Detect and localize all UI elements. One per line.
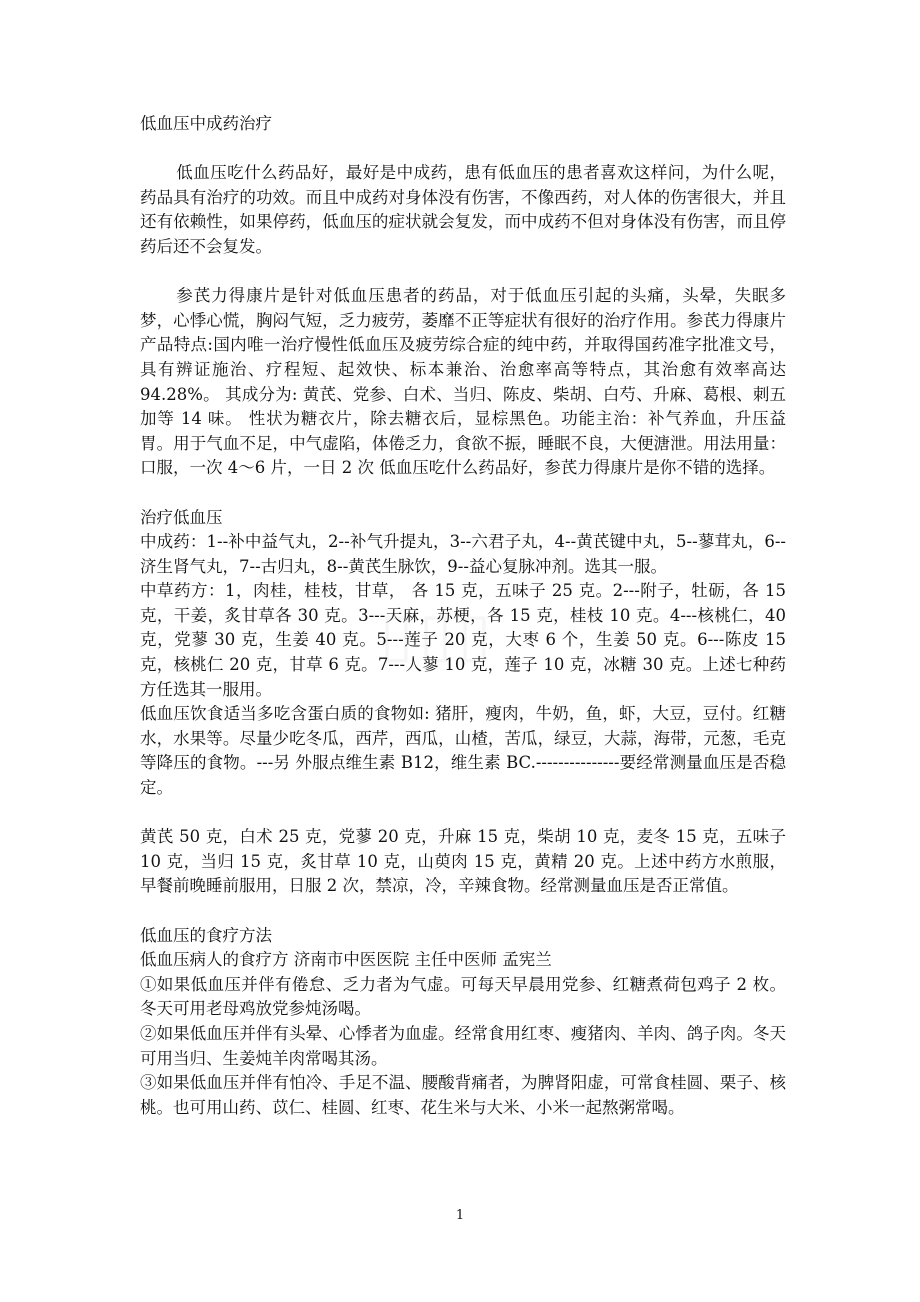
food-item-1: ①如果低血压并伴有倦怠、乏力者为气虚。可每天早晨用党参、红糖煮荷包鸡子 2 枚。冬天可用老母鸡放党参炖汤喝。 — [140, 974, 786, 1019]
spacer — [140, 801, 786, 826]
page-number: 1 — [455, 1208, 465, 1223]
spacer — [140, 137, 786, 162]
document-body — [140, 112, 786, 1120]
food-therapy-subheading: 低血压病人的食疗方 济南市中医医院 主任中医师 孟宪兰 — [140, 950, 552, 970]
patent-medicine-paragraph: 中成药：1--补中益气丸，2--补气升提丸，3--六君子丸，4--黄芪键中丸，5--蓼茸丸，6--济生肾气丸，7--古归丸，8--黄芪生脉饮，9--益心复脉冲剂。选其一服。 — [140, 532, 786, 576]
spacer — [140, 260, 786, 285]
food-therapy-heading: 低血压的食疗方法 — [140, 925, 272, 945]
intro-paragraph: 低血压吃什么药品好，最好是中成药，患有低血压的患者喜欢这样问，为什么呢，药品具有治疗的功效。而且中成药对身体没有伤害，不像西药，对人体的伤害很大，并且还有依赖性，如果停药，低血压的症状就会复发，而中成药不但对身体没有伤害，而且停药后还不会复发。 — [140, 163, 786, 256]
food-item-2: ②如果低血压并伴有头晕、心悸者为血虚。经常食用红枣、瘦猪肉、羊肉、鸽子肉。冬天可用当归、生姜炖羊肉常喝其汤。 — [140, 1023, 786, 1068]
spacer — [140, 481, 786, 506]
recipe-paragraph: 黄芪 50 克，白术 25 克，党蓼 20 克，升麻 15 克，柴胡 10 克，麦冬 15 克，五味子 10 克，当归 15 克，炙甘草 10 克，山萸肉 15 克，黄精 20 克。上述中药方水煎服，早餐前晚睡前服用，日服 2 次，禁凉，冷，辛辣食物。经常测量血压是否正常值。 — [140, 827, 786, 896]
food-item-3: ③如果低血压并伴有怕冷、手足不温、腰酸背痛者，为脾肾阳虚，可常食桂圆、栗子、核桃。也可用山药、苡仁、桂圆、红枣、花生米与大米、小米一起熬粥常喝。 — [140, 1073, 786, 1117]
document-title: 低血压中成药治疗 — [140, 114, 272, 133]
herbal-prescription-paragraph: 中草药方：1，肉桂，桂枝，甘草， 各 15 克，五味子 25 克。2---附子，牡砺，各 15 克，干姜，炙甘草各 30 克。3---天麻，苏梗，各 15 克，桂枝 10 克。4---核桃仁，40 克，党蓼 30 克，生姜 40 克。5---莲子 20 克，大枣 6 个，生姜 50 克。6---陈皮 15 克，核桃仁 20 克，甘草 6 克。7---人蓼 10 克，莲子 10 克，冰糖 30 克。上述七种药方任选其一服用。 — [140, 581, 786, 699]
shenqi-paragraph: 参芪力得康片是针对低血压患者的药品，对于低血压引起的头痛，头晕，失眠多梦，心悸心慌，胸闷气短，乏力疲劳，萎靡不正等症状有很好的治疗作用。参芪力得康片产品特点:国内唯一治疗慢性低血压及疲劳综合症的纯中药，并取得国药准字批准文号，具有辨证施治、疗程短、起效快、标本兼治、治愈率高等特点，其治愈有效率高达 94.28%。 其成分为: 黄芪、党参、白术、当归、陈皮、柴胡、白芍、升麻、葛根、刺五加等 14 味。 性状为糖衣片，除去糖衣后，显棕黑色。功能主治：补气养血，升压益胃。用于气血不足，中气虚陷，体倦乏力，食欲不振，睡眠不良，大便溏泄。用法用量：口服，一次 4～6 片，一日 2 次 低血压吃什么药品好，参芪力得康片是你不错的选择。 — [140, 286, 786, 478]
diet-paragraph: 低血压饮食适当多吃含蛋白质的食物如: 猪肝，瘦肉，牛奶，鱼，虾，大豆，豆付。红糖水，水果等。尽量少吃冬瓜，西芹，西瓜，山楂，苦瓜，绿豆，大蒜，海带，元葱，毛克等降压的食物。---另 外服点维生素 B12，维生素 BC.---------------要经常测量血压是否稳定。 — [140, 704, 786, 798]
treatment-heading: 治疗低血压 — [140, 507, 223, 527]
spacer — [140, 899, 786, 924]
